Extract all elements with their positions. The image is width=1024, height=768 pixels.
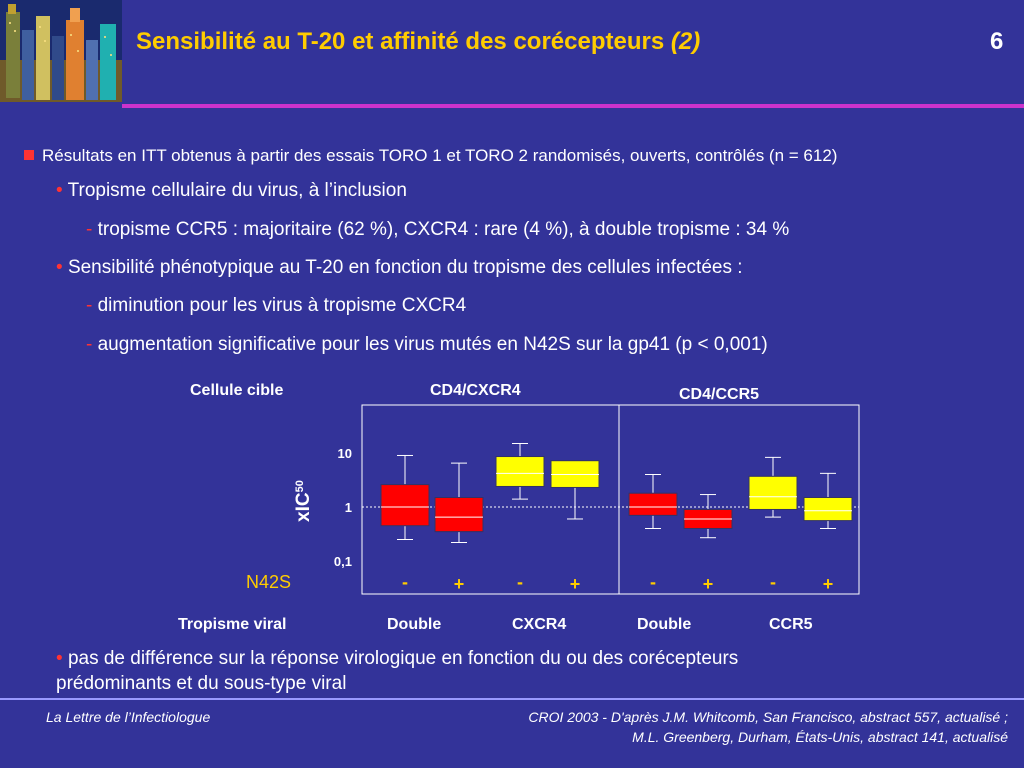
- tropism-group-1: Double: [387, 616, 442, 633]
- bullet-sensitivity-detail-1-text: diminution pour les virus à tropisme CXCR4: [97, 295, 467, 316]
- bullet-conclusion-line2: prédominants et du sous-type viral: [56, 673, 347, 694]
- box-cd4cxcr4-2: [496, 457, 544, 487]
- tropism-group-2: CXCR4: [512, 616, 567, 633]
- n42s-sign: +: [453, 574, 465, 594]
- panel-left-label: CD4/CXCR4: [430, 382, 521, 399]
- bullet-sensitivity-text: Sensibilité phénotypique au T-20 en fonction du tropisme des cellules infectées :: [67, 257, 743, 278]
- bullet-tropism-detail-text: tropisme CCR5 : majoritaire (62 %), CXCR4 : rare (4 %), à double tropisme : 34 %: [97, 219, 790, 240]
- slide-title-suffix: (2): [670, 28, 701, 55]
- box-cd4ccr5-0: [629, 493, 677, 515]
- n42s-sign: +: [569, 574, 581, 594]
- bullet-dash-icon: -: [86, 295, 93, 316]
- box-cd4cxcr4-0: [381, 485, 429, 526]
- y-axis-label-main: xIC: [293, 492, 314, 522]
- bullet-sensitivity-detail-2-text: augmentation significative pour les virus mutés en N42S sur la gp41 (p < 0,001): [97, 334, 768, 355]
- y-axis-label: [293, 480, 314, 522]
- n42s-sign: -: [770, 572, 776, 592]
- n42s-label: N42S: [246, 572, 292, 592]
- tropism-group-4: CCR5: [769, 616, 813, 633]
- bullet-conclusion-line1: pas de différence sur la réponse virologique en fonction du ou des corécepteurs: [67, 648, 739, 669]
- footer-rule: [0, 698, 1024, 700]
- y-tick-label: 0,1: [333, 554, 352, 569]
- footer-right-line1: CROI 2003 - D'après J.M. Whitcomb, San Francisco, abstract 557, actualisé ;: [528, 709, 1008, 725]
- n42s-sign: +: [702, 574, 714, 594]
- y-tick-label: 10: [337, 446, 352, 461]
- bullet-dash-icon: -: [86, 334, 93, 355]
- y-tick-label: 1: [344, 500, 352, 515]
- box-cd4ccr5-2: [749, 476, 797, 509]
- footer-left: La Lettre de l’Infectiologue: [46, 709, 211, 725]
- y-axis-label-sub: 50: [294, 480, 306, 493]
- tropism-label: Tropisme viral: [178, 616, 287, 633]
- slide-title-main: Sensibilité au T-20 et affinité des corécepteurs: [136, 28, 665, 55]
- n42s-sign: -: [517, 572, 523, 592]
- slide-number: 6: [990, 28, 1004, 55]
- panel-right-label: CD4/CCR5: [679, 386, 760, 403]
- n42s-sign: -: [650, 572, 656, 592]
- bullet-dot-icon: •: [56, 257, 63, 278]
- n42s-sign: -: [402, 572, 408, 592]
- bullet-dot-icon: •: [56, 180, 63, 201]
- bullet-main-text: Résultats en ITT obtenus à partir des essais TORO 1 et TORO 2 randomisés, ouverts, contrôlés (n = 612): [42, 146, 838, 165]
- bullet-dot-icon: •: [56, 648, 63, 669]
- tropism-group-3: Double: [637, 616, 692, 633]
- box-cd4cxcr4-1: [435, 497, 483, 531]
- bullet-dash-icon: -: [86, 219, 93, 240]
- footer-right-line2: M.L. Greenberg, Durham, États-Unis, abstract 141, actualisé: [632, 729, 1008, 745]
- box-cd4ccr5-3: [804, 497, 852, 520]
- n42s-sign: +: [822, 574, 834, 594]
- bullet-conclusion: [56, 648, 738, 670]
- bullet-tropism-text: Tropisme cellulaire du virus, à l’inclusion: [67, 180, 407, 201]
- cell-target-label: Cellule cible: [190, 382, 284, 399]
